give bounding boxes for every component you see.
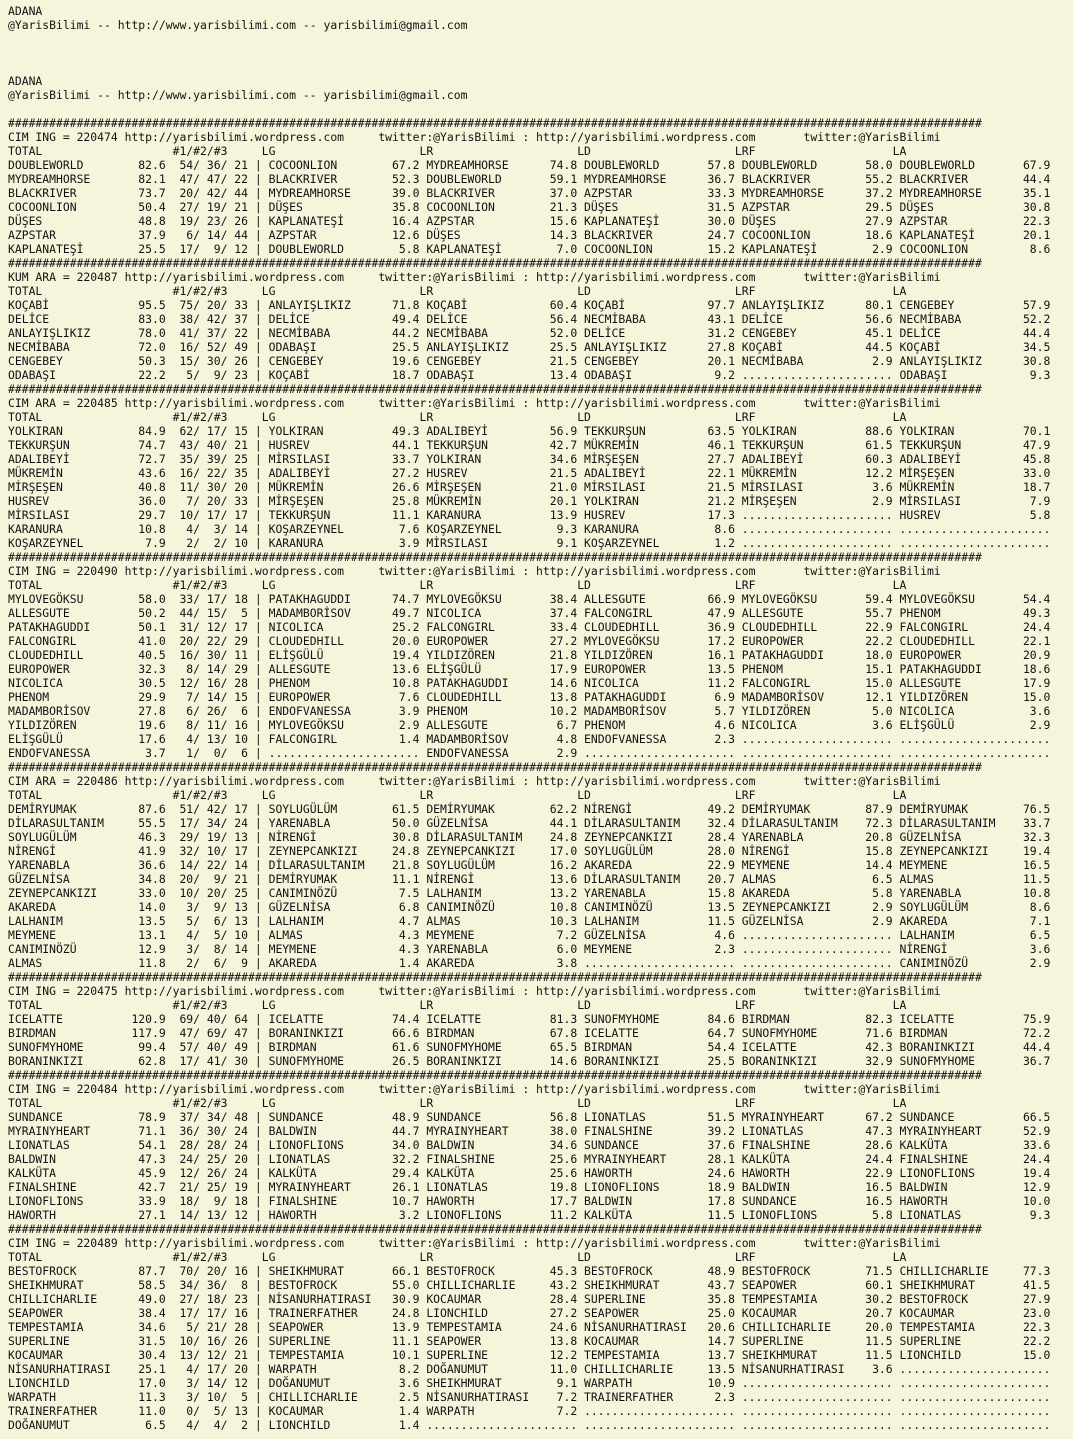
race-stats-text: ADANA @YarisBilimi -- http://www.yarisbilimi.com -- yarisbilimi@gmail.com ADANA @YarisBilimi -- http://www.yarisbilimi.com -- yarisbilimi@gmail.com ############################################################################################################################################## CIM ING = 220474 http://yarisbilimi.wordpress.com twitter:@YarisBilimi : http://yarisbilimi.wordpress.com twitter:@YarisBilimi TOTAL #1/#2/#3 LG LR LD LRF LA DOUBLEWORLD 82.6 54/ 36/ 21 | COCOONLION 67.2 MYDREAMHORSE 74.8 DOUBLEWORLD 57.8 DOUBLEWORLD 58.0 DOUBLEWORLD 67.9 MYDREAMHORSE 82.1 47/ 47/ 22 | BLACKRIVER 52.3 DOUBLEWORLD 59.1 MYDREAMHORSE 36.7 BLACKRIVER 55.2 BLACKRIVER 44.4 BLACKRIVER 73.7 20/ 42/ 44 | MYDREAMHORSE 39.0 BLACKRIVER 37.0 AZPSTAR 33.3 MYDREAMHORSE 37.2 MYDREAMHORSE 35.1 COCOONLION 50.4 27/ 19/ 21 | DÜŞES 35.8 COCOONLION 21.3 DÜŞES 31.5 AZPSTAR 29.5 DÜŞES 30.8 DÜŞES 48.8 19/ 23/ 26 | KAPLANATEŞİ 16.4 AZPSTAR 15.6 KAPLANATEŞİ 30.0 DÜŞES 27.9 AZPSTAR 22.3 AZPSTAR 37.9 6/ 14/ 44 | AZPSTAR 12.6 DÜŞES 14.3 BLACKRIVER 24.7 COCOONLION 18.6 KAPLANATEŞİ 20.1 KAPLANATEŞİ 25.5 17/ 9/ 12 | DOUBLEWORLD 5.8 KAPLANATEŞİ 7.0 COCOONLION 15.2 KAPLANATEŞİ 2.9 COCOONLION 8.6 ############################################################################################################################################## KUM ARA = 220487 http://yarisbilimi.wordpress.com twitter:@YarisBilimi : http://yarisbilimi.wordpress.com twitter:@YarisBilimi TOTAL #1/#2/#3 LG LR LD LRF LA KOÇABİ 95.5 75/ 20/ 33 | ANLAYIŞLIKIZ 71.8 KOÇABİ 60.4 KOÇABİ 97.7 ANLAYIŞLIKIZ 80.1 CENGEBEY 57.9 DELİCE 83.0 38/ 42/ 37 | DELİCE 49.4 DELİCE 56.4 NECMİBABA 43.1 DELİCE 56.6 NECMİBABA 52.2 ANLAYIŞLIKIZ 78.0 41/ 37/ 22 | NECMİBABA 44.2 NECMİBABA 52.0 DELİCE 31.2 CENGEBEY 45.1 DELİCE 44.4 NECMİBABA 72.0 16/ 52/ 49 | ODABAŞI 25.5 ANLAYIŞLIKIZ 25.5 ANLAYIŞLIKIZ 27.8 KOÇABİ 44.5 KOÇABİ 34.5 CENGEBEY 50.3 15/ 30/ 26 | CENGEBEY 19.6 CENGEBEY 21.5 CENGEBEY 20.1 NECMİBABA 2.9 ANLAYIŞLIKIZ 30.8 ODABAŞI 22.2 5/ 9/ 23 | KOÇABİ 18.7 ODABAŞI 13.4 ODABAŞI 9.2 ...................... ODABAŞI 9.3 ############################################################################################################################################## CIM ARA = 220485 http://yarisbilimi.wordpress.com twitter:@YarisBilimi : http://yarisbilimi.wordpress.com twitter:@YarisBilimi TOTAL #1/#2/#3 LG LR LD LRF LA YOLKIRAN 84.9 62/ 17/ 15 | YOLKIRAN 49.3 ADALIBEYİ 56.9 TEKKURŞUN 63.5 YOLKIRAN 88.6 YOLKIRAN 70.1 TEKKURŞUN 74.7 43/ 40/ 21 | HUSREV 44.1 TEKKURŞUN 42.7 MÜKREMİN 46.1 TEKKURŞUN 61.5 TEKKURŞUN 47.9 ADALIBEYİ 72.7 35/ 39/ 25 | MİRSILASI 33.7 YOLKIRAN 34.6 MİRŞEŞEN 27.7 ADALIBEYİ 60.3 ADALIBEYİ 45.8 MÜKREMİN 43.6 16/ 22/ 35 | ADALIBEYİ 27.2 HUSREV 21.5 ADALIBEYİ 22.1 MÜKREMİN 12.2 MİRŞEŞEN 33.0 MİRŞEŞEN 40.8 11/ 30/ 20 | MÜKREMİN 26.6 MİRŞEŞEN 21.0 MİRSILASI 21.5 MİRSILASI 3.6 MÜKREMİN 18.7 HUSREV 36.0 7/ 20/ 33 | MİRŞEŞEN 25.8 MÜKREMİN 20.1 YOLKIRAN 21.2 MİRŞEŞEN 2.9 MİRSILASI 7.9 MİRSILASI 29.7 10/ 17/ 17 | TEKKURŞUN 11.1 KARANURA 13.9 HUSREV 17.3 ...................... HUSREV 5.8 KARANURA 10.8 4/ 3/ 14 | KOŞARZEYNEL 7.6 KOŞARZEYNEL 9.3 KARANURA 8.6 ...................... ...................... KOŞARZEYNEL 7.9 2/ 2/ 10 | KARANURA 3.9 MİRSILASI 9.1 KOŞARZEYNEL 1.2 ...................... ...................... ############################################################################################################################################## CIM ING = 220490 http://yarisbilimi.wordpress.com twitter:@YarisBilimi : http://yarisbilimi.wordpress.com twitter:@YarisBilimi TOTAL #1/#2/#3 LG LR LD LRF LA MYLOVEGÖKSU 58.0 33/ 17/ 18 | PATAKHAGUDDI 74.7 MYLOVEGÖKSU 38.4 ALLESGUTE 66.9 MYLOVEGÖKSU 59.4 MYLOVEGÖKSU 54.4 ALLESGUTE 50.2 44/ 15/ 5 | MADAMBORİSOV 49.7 NICOLICA 37.4 FALCONGIRL 47.9 ALLESGUTE 55.7 PHENOM 49.3 PATAKHAGUDDI 50.1 31/ 12/ 17 | NICOLICA 25.2 FALCONGIRL 33.4 CLOUDEDHILL 36.9 CLOUDEDHILL 22.9 FALCONGIRL 24.4 FALCONGIRL 41.0 20/ 22/ 29 | CLOUDEDHILL 20.0 EUROPOWER 27.2 MYLOVEGÖKSU 17.2 EUROPOWER 22.2 CLOUDEDHILL 22.1 CLOUDEDHILL 40.5 16/ 30/ 11 | ELİŞGÜLÜ 19.4 YILDIZÖREN 21.8 YILDIZÖREN 16.1 PATAKHAGUDDI 18.0 EUROPOWER 20.9 EUROPOWER 32.3 8/ 14/ 29 | ALLESGUTE 13.6 ELİŞGÜLÜ 17.9 EUROPOWER 13.5 PHENOM 15.1 PATAKHAGUDDI 18.6 NICOLICA 30.5 12/ 16/ 28 | PHENOM 10.8 PATAKHAGUDDI 14.6 NICOLICA 11.2 FALCONGIRL 15.0 ALLESGUTE 17.9 PHENOM 29.9 7/ 14/ 15 | EUROPOWER 7.6 CLOUDEDHILL 13.8 PATAKHAGUDDI 6.9 MADAMBORİSOV 12.1 YILDIZÖREN 15.0 MADAMBORİSOV 27.8 6/ 26/ 6 | ENDOFVANESSA 3.9 PHENOM 10.2 MADAMBORİSOV 5.7 YILDIZÖREN 5.0 NICOLICA 3.6 YILDIZÖREN 19.6 8/ 11/ 16 | MYLOVEGÖKSU 2.9 ALLESGUTE 6.7 PHENOM 4.6 NICOLICA 3.6 ELİŞGÜLÜ 2.9 ELİŞGÜLÜ 17.6 4/ 13/ 10 | FALCONGIRL 1.4 MADAMBORİSOV 4.8 ENDOFVANESSA 2.3 ...................... ...................... ENDOFVANESSA 3.7 1/ 0/ 6 | ...................... ENDOFVANESSA 2.9 ...................... ...................... ...................... ############################################################################################################################################## CIM ARA = 220486 http://yarisbilimi.wordpress.com twitter:@YarisBilimi : http://yarisbilimi.wordpress.com twitter:@YarisBilimi TOTAL #1/#2/#3 LG LR LD LRF LA DEMİRYUMAK 87.6 51/ 42/ 17 | SOYLUGÜLÜM 61.5 DEMİRYUMAK 62.2 NİRENGİ 49.2 DEMİRYUMAK 87.9 DEMİRYUMAK 76.5 DİLARASULTANIM 55.5 17/ 34/ 24 | YARENABLA 50.0 GÜZELNİSA 44.1 DİLARASULTANIM 32.4 DİLARASULTANIM 72.3 DİLARASULTANIM 33.7 SOYLUGÜLÜM 46.3 29/ 19/ 13 | NİRENGİ 30.8 DİLARASULTANIM 24.8 ZEYNEPCANKIZI 28.4 YARENABLA 20.8 GÜZELNİSA 32.3 NİRENGİ 41.9 32/ 10/ 17 | ZEYNEPCANKIZI 24.8 ZEYNEPCANKIZI 17.0 SOYLUGÜLÜM 28.0 NİRENGİ 15.8 ZEYNEPCANKIZI 19.4 YARENABLA 36.6 14/ 22/ 14 | DİLARASULTANIM 21.8 SOYLUGÜLÜM 16.2 AKAREDA 22.9 MEYMENE 14.4 MEYMENE 16.5 GÜZELNİSA 34.8 20/ 9/ 21 | DEMİRYUMAK 11.1 NİRENGİ 13.6 DİLARASULTANIM 20.7 ALMAS 6.5 ALMAS 11.5 ZEYNEPCANKIZI 33.0 10/ 20/ 25 | CANIMINÖZÜ 7.5 LALHANIM 13.2 YARENABLA 15.8 AKAREDA 5.8 YARENABLA 10.8 AKAREDA 14.0 3/ 9/ 13 | GÜZELNİSA 6.8 CANIMINÖZÜ 10.8 CANIMINÖZÜ 13.5 ZEYNEPCANKIZI 2.9 SOYLUGÜLÜM 8.6 LALHANIM 13.5 5/ 6/ 13 | LALHANIM 4.7 ALMAS 10.3 LALHANIM 11.5 GÜZELNİSA 2.9 AKAREDA 7.1 MEYMENE 13.1 4/ 5/ 10 | ALMAS 4.3 MEYMENE 7.2 GÜZELNİSA 4.6 ...................... LALHANIM 6.5 CANIMINÖZÜ 12.9 3/ 8/ 14 | MEYMENE 4.3 YARENABLA 6.0 MEYMENE 2.3 ...................... NİRENGİ 3.6 ALMAS 11.8 2/ 6/ 9 | AKAREDA 1.4 AKAREDA 3.8 ...................... ...................... CANIMINÖZÜ 2.9 ############################################################################################################################################## CIM ING = 220475 http://yarisbilimi.wordpress.com twitter:@YarisBilimi : http://yarisbilimi.wordpress.com twitter:@YarisBilimi TOTAL #1/#2/#3 LG LR LD LRF LA ICELATTE 120.9 69/ 40/ 64 | ICELATTE 74.4 ICELATTE 81.3 SUNOFMYHOME 84.6 BIRDMAN 82.3 ICELATTE 75.9 BIRDMAN 117.9 47/ 69/ 47 | BORANINKIZI 66.6 BIRDMAN 67.8 ICELATTE 64.7 SUNOFMYHOME 71.6 BIRDMAN 72.2 SUNOFMYHOME 99.4 57/ 40/ 49 | BIRDMAN 61.6 SUNOFMYHOME 65.5 BIRDMAN 54.4 ICELATTE 42.3 BORANINKIZI 44.4 BORANINKIZI 62.8 17/ 41/ 30 | SUNOFMYHOME 26.5 BORANINKIZI 14.6 BORANINKIZI 25.5 BORANINKIZI 32.9 SUNOFMYHOME 36.7 ############################################################################################################################################## CIM ING = 220484 http://yarisbilimi.wordpress.com twitter:@YarisBilimi : http://yarisbilimi.wordpress.com twitter:@YarisBilimi TOTAL #1/#2/#3 LG LR LD LRF LA SUNDANCE 78.9 37/ 34/ 48 | SUNDANCE 48.9 SUNDANCE 56.8 LIONATLAS 51.5 MYRAINYHEART 67.2 SUNDANCE 66.5 MYRAINYHEART 71.1 36/ 30/ 24 | BALDWIN 44.7 MYRAINYHEART 38.0 FINALSHINE 39.2 LIONATLAS 47.3 MYRAINYHEART 52.9 LIONATLAS 54.1 28/ 28/ 24 | LIONOFLIONS 34.0 BALDWIN 34.6 SUNDANCE 37.6 FINALSHINE 28.6 KALKÜTA 33.6 BALDWIN 47.3 24/ 25/ 20 | LIONATLAS 32.2 FINALSHINE 25.6 MYRAINYHEART 28.1 KALKÜTA 24.4 FINALSHINE 24.4 KALKÜTA 45.9 12/ 26/ 24 | KALKÜTA 29.4 KALKÜTA 25.6 HAWORTH 24.6 HAWORTH 22.9 LIONOFLIONS 19.4 FINALSHINE 42.7 21/ 25/ 19 | MYRAINYHEART 26.1 LIONATLAS 19.8 LIONOFLIONS 18.9 BALDWIN 16.5 BALDWIN 12.9 LIONOFLIONS 33.9 18/ 9/ 18 | FINALSHINE 10.7 HAWORTH 17.7 BALDWIN 17.8 SUNDANCE 16.5 HAWORTH 10.0 HAWORTH 27.1 14/ 13/ 12 | HAWORTH 3.2 LIONOFLIONS 11.2 KALKÜTA 11.5 LIONOFLIONS 5.8 LIONATLAS 9.3 ############################################################################################################################################## CIM ING = 220489 http://yarisbilimi.wordpress.com twitter:@YarisBilimi : http://yarisbilimi.wordpress.com twitter:@YarisBilimi TOTAL #1/#2/#3 LG LR LD LRF LA BESTOFROCK 87.7 70/ 20/ 16 | SHEIKHMURAT 66.1 BESTOFROCK 45.3 BESTOFROCK 48.9 BESTOFROCK 71.5 CHILLICHARLIE 77.3 SHEIKHMURAT 58.5 34/ 36/ 8 | BESTOFROCK 55.0 CHILLICHARLIE 43.2 SHEIKHMURAT 43.7 SEAPOWER 60.1 SHEIKHMURAT 41.5 CHILLICHARLIE 49.0 27/ 18/ 23 | NİSANURHATIRASI 30.9 KOCAUMAR 28.4 SUPERLINE 35.8 TEMPESTAMIA 30.2 BESTOFROCK 27.9 SEAPOWER 38.4 17/ 17/ 16 | TRAINERFATHER 24.8 LIONCHILD 27.2 SEAPOWER 25.0 KOCAUMAR 20.7 KOCAUMAR 23.0 TEMPESTAMIA 34.6 5/ 21/ 28 | SEAPOWER 13.9 TEMPESTAMIA 24.6 NİSANURHATIRASI 20.6 CHILLICHARLIE 20.0 TEMPESTAMIA 22.3 SUPERLINE 31.5 10/ 16/ 26 | SUPERLINE 11.1 SEAPOWER 13.8 KOCAUMAR 14.7 SUPERLINE 11.5 SUPERLINE 22.2 KOCAUMAR 30.4 13/ 12/ 21 | TEMPESTAMIA 10.1 SUPERLINE 12.2 TEMPESTAMIA 13.7 SHEIKHMURAT 11.5 LIONCHILD 15.0 NİSANURHATIRASI 25.1 4/ 17/ 20 | WARPATH 8.2 DOĞANUMUT 11.0 CHILLICHARLIE 13.5 NİSANURHATIRASI 3.6 ...................... LIONCHILD 17.0 3/ 14/ 12 | DOĞANUMUT 3.6 SHEIKHMURAT 9.1 WARPATH 10.9 ...................... ...................... WARPATH 11.3 3/ 10/ 5 | CHILLICHARLIE 2.5 NİSANURHATIRASI 7.2 TRAINERFATHER 2.3 ...................... ...................... TRAINERFATHER 11.0 0/ 5/ 13 | KOCAUMAR 1.4 WARPATH 7.2 ...................... ...................... ...................... DOĞANUMUT 6.5 4/ 4/ 2 | LIONCHILD 1.4 ...................... ...................... ...................... ...................... bbox=[8, 4, 1051, 1432]
